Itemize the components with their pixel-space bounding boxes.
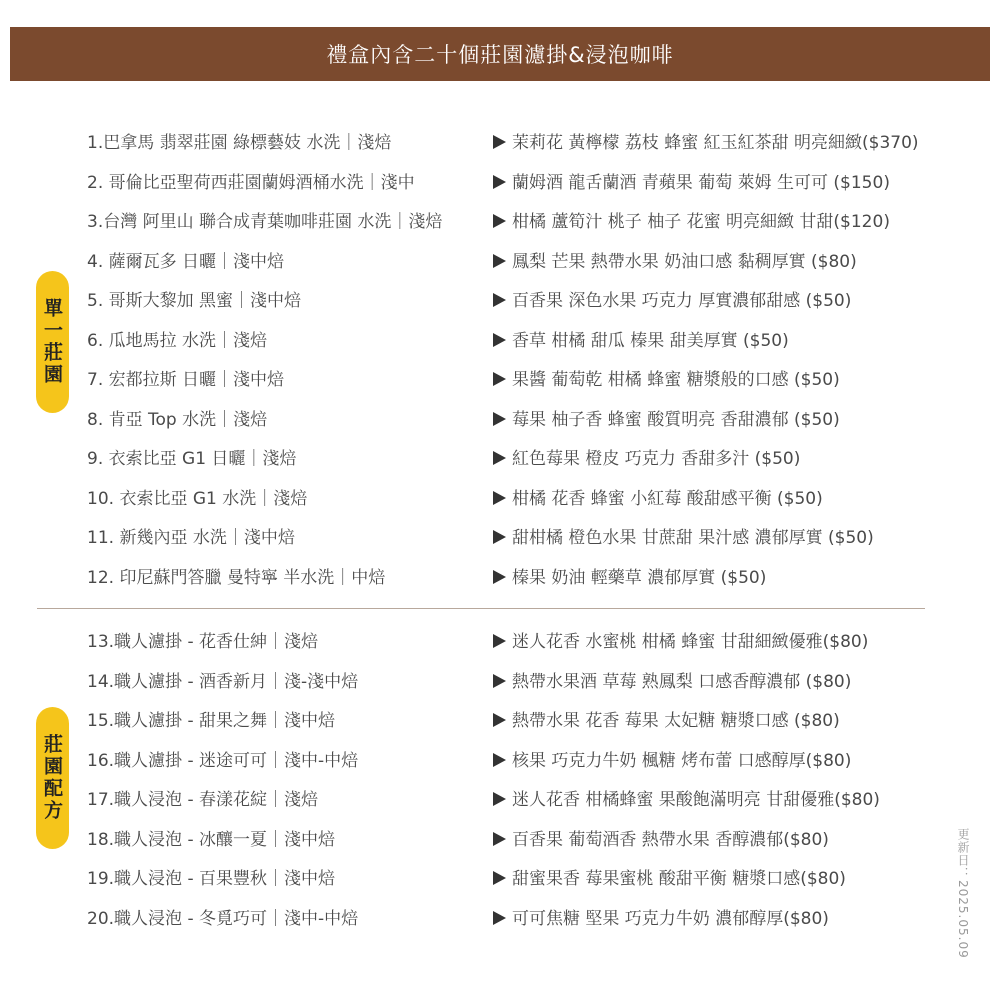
arrow-right-icon	[493, 832, 506, 846]
flavor-notes	[493, 822, 829, 858]
list-item	[0, 165, 1000, 201]
arrow-right-icon	[493, 293, 506, 307]
arrow-right-icon	[493, 753, 506, 767]
flavor-notes	[493, 165, 890, 201]
coffee-name: 16.職人濾掛 - 迷途可可｜淺中-中焙	[87, 750, 359, 771]
list-item	[0, 743, 1000, 779]
flavor-notes	[493, 283, 851, 319]
coffee-name: 18.職人浸泡 - 冰釀一夏｜淺中焙	[87, 829, 335, 850]
list-item	[0, 822, 1000, 858]
arrow-right-icon	[493, 634, 506, 648]
flavor-notes-text: 可可焦糖 堅果 巧克力牛奶 濃郁醇厚($80)	[512, 908, 829, 929]
list-item	[0, 664, 1000, 700]
flavor-notes-text: 迷人花香 柑橘蜂蜜 果酸飽滿明亮 甘甜優雅($80)	[512, 790, 880, 810]
flavor-notes	[493, 560, 766, 596]
coffee-name: 20.職人浸泡 - 冬覓巧可｜淺中-中焙	[87, 908, 359, 929]
flavor-notes	[493, 901, 829, 937]
arrow-right-icon	[493, 911, 506, 925]
flavor-notes	[493, 664, 851, 700]
coffee-name: 10. 衣索比亞 G1 水洗｜淺焙	[87, 488, 308, 509]
flavor-notes	[493, 861, 846, 897]
list-item	[0, 782, 1000, 818]
arrow-right-icon	[493, 792, 506, 806]
coffee-name: 9. 衣索比亞 G1 日曬｜淺焙	[87, 449, 297, 469]
section-divider	[37, 608, 925, 609]
flavor-notes	[493, 204, 890, 240]
arrow-right-icon	[493, 214, 506, 228]
list-item	[0, 520, 1000, 556]
coffee-name: 6. 瓜地馬拉 水洗｜淺焙	[87, 330, 268, 351]
arrow-right-icon	[493, 135, 506, 149]
flavor-notes	[493, 125, 919, 161]
list-item	[0, 624, 1000, 660]
list-item	[0, 323, 1000, 359]
coffee-name: 19.職人浸泡 - 百果豐秋｜淺中焙	[87, 869, 335, 889]
coffee-name: 5. 哥斯大黎加 黑蜜｜淺中焙	[87, 291, 302, 311]
flavor-notes	[493, 362, 840, 398]
flavor-notes-text: 核果 巧克力牛奶 楓糖 烤布蕾 口感醇厚($80)	[512, 750, 852, 771]
flavor-notes-text: 甜柑橘 橙色水果 甘蔗甜 果汁感 濃郁厚實 ($50)	[512, 528, 874, 548]
coffee-name: 2. 哥倫比亞聖荷西莊園蘭姆酒桶水洗｜淺中	[87, 172, 415, 193]
arrow-right-icon	[493, 372, 506, 386]
list-item	[0, 861, 1000, 897]
flavor-notes	[493, 402, 840, 438]
flavor-notes-text: 茉莉花 黃檸檬 荔枝 蜂蜜 紅玉紅茶甜 明亮細緻($370)	[512, 133, 919, 153]
flavor-notes-text: 榛果 奶油 輕藥草 濃郁厚實 ($50)	[512, 567, 767, 588]
coffee-name: 17.職人浸泡 - 春漾花綻｜淺焙	[87, 790, 318, 810]
coffee-name: 11. 新幾內亞 水洗｜淺中焙	[87, 528, 295, 548]
list-item	[0, 204, 1000, 240]
arrow-right-icon	[493, 254, 506, 268]
coffee-name: 4. 薩爾瓦多 日曬｜淺中焙	[87, 251, 285, 272]
coffee-name: 7. 宏都拉斯 日曬｜淺中焙	[87, 370, 285, 390]
flavor-notes	[493, 481, 823, 517]
list-item	[0, 560, 1000, 596]
list-item	[0, 125, 1000, 161]
coffee-name: 8. 肯亞 Top 水洗｜淺焙	[87, 409, 268, 430]
flavor-notes	[493, 782, 880, 818]
list-item	[0, 441, 1000, 477]
page-title: 禮盒內含二十個莊園濾掛&浸泡咖啡	[326, 43, 674, 67]
arrow-right-icon	[493, 674, 506, 688]
flavor-notes	[493, 743, 851, 779]
arrow-right-icon	[493, 570, 506, 584]
flavor-notes-text: 香草 柑橘 甜瓜 榛果 甜美厚實 ($50)	[512, 330, 789, 351]
arrow-right-icon	[493, 412, 506, 426]
flavor-notes-text: 百香果 葡萄酒香 熱帶水果 香醇濃郁($80)	[512, 829, 829, 850]
flavor-notes-text: 果醬 葡萄乾 柑橘 蜂蜜 糖漿般的口感 ($50)	[512, 370, 840, 390]
header-banner	[10, 27, 990, 81]
flavor-notes	[493, 624, 868, 660]
flavor-notes-text: 迷人花香 水蜜桃 柑橘 蜂蜜 甘甜細緻優雅($80)	[512, 632, 869, 652]
flavor-notes	[493, 244, 857, 280]
list-item	[0, 283, 1000, 319]
coffee-name: 14.職人濾掛 - 酒香新月｜淺-淺中焙	[87, 671, 359, 692]
coffee-name: 1.巴拿馬 翡翠莊園 綠標藝妓 水洗｜淺焙	[87, 133, 392, 153]
arrow-right-icon	[493, 333, 506, 347]
flavor-notes	[493, 323, 789, 359]
flavor-notes-text: 鳳梨 芒果 熱帶水果 奶油口感 黏稠厚實 ($80)	[512, 251, 857, 272]
coffee-name: 3.台灣 阿里山 聯合成青葉咖啡莊園 水洗｜淺焙	[87, 212, 443, 232]
list-item	[0, 481, 1000, 517]
flavor-notes-text: 柑橘 花香 蜂蜜 小紅莓 酸甜感平衡 ($50)	[512, 488, 823, 509]
arrow-right-icon	[493, 530, 506, 544]
flavor-notes-text: 柑橘 蘆筍汁 桃子 柚子 花蜜 明亮細緻 甘甜($120)	[512, 212, 890, 232]
flavor-notes-text: 蘭姆酒 龍舌蘭酒 青蘋果 葡萄 萊姆 生可可 ($150)	[512, 172, 890, 193]
coffee-name: 13.職人濾掛 - 花香仕紳｜淺焙	[87, 632, 318, 652]
flavor-notes-text: 莓果 柚子香 蜂蜜 酸質明亮 香甜濃郁 ($50)	[512, 409, 840, 430]
list-item	[0, 901, 1000, 937]
list-item	[0, 402, 1000, 438]
list-item	[0, 244, 1000, 280]
coffee-name: 12. 印尼蘇門答臘 曼特寧 半水洗｜中焙	[87, 567, 386, 588]
flavor-notes-text: 甜蜜果香 莓果蜜桃 酸甜平衡 糖漿口感($80)	[512, 869, 846, 889]
coffee-name: 15.職人濾掛 - 甜果之舞｜淺中焙	[87, 711, 335, 731]
section-label-text: 單一莊園	[41, 298, 63, 386]
list-item	[0, 362, 1000, 398]
arrow-right-icon	[493, 713, 506, 727]
flavor-notes	[493, 520, 874, 556]
flavor-notes-text: 紅色莓果 橙皮 巧克力 香甜多汁 ($50)	[512, 449, 801, 469]
flavor-notes	[493, 441, 800, 477]
flavor-notes-text: 熱帶水果酒 草莓 熟鳳梨 口感香醇濃郁 ($80)	[512, 671, 852, 692]
arrow-right-icon	[493, 451, 506, 465]
list-item	[0, 703, 1000, 739]
arrow-right-icon	[493, 175, 506, 189]
section-label-text: 莊園配方	[41, 734, 63, 822]
flavor-notes-text: 百香果 深色水果 巧克力 厚實濃郁甜感 ($50)	[512, 291, 852, 311]
update-date: 更新日：2025.05.09	[956, 828, 970, 959]
arrow-right-icon	[493, 871, 506, 885]
flavor-notes-text: 熱帶水果 花香 莓果 太妃糖 糖漿口感 ($80)	[512, 711, 840, 731]
arrow-right-icon	[493, 491, 506, 505]
flavor-notes	[493, 703, 840, 739]
